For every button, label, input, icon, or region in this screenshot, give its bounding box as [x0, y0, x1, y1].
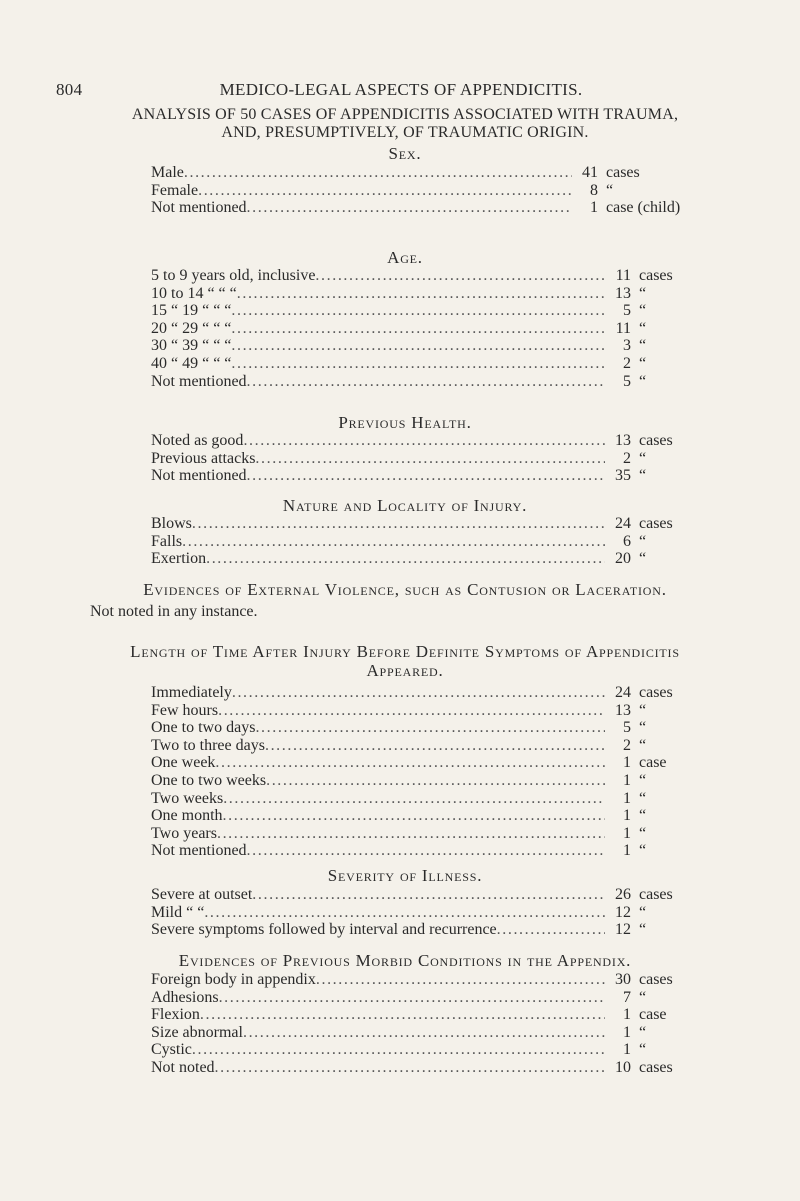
- row-label: Few hours: [151, 701, 219, 719]
- row-label: Severe at outset: [151, 886, 253, 903]
- row-label: Blows: [151, 515, 192, 532]
- row-count: 10: [615, 1058, 631, 1076]
- leader-dots: [204, 904, 605, 922]
- title-line-1: ANALYSIS OF 50 CASES OF APPENDICITIS ASSOCIATED WITH TRAUMA,: [131, 106, 679, 123]
- leader-dots: [206, 550, 605, 568]
- row-unit: cases: [639, 267, 673, 284]
- leader-dots: [237, 285, 605, 303]
- row-unit: cases: [639, 971, 673, 988]
- row-count: 5: [623, 302, 631, 320]
- row-count: 35: [615, 467, 631, 485]
- row-label: Previous attacks: [151, 449, 256, 467]
- leader-dots: [497, 921, 605, 939]
- row-count: 1: [623, 807, 631, 825]
- leader-dots: [231, 355, 605, 373]
- row-count: 13: [615, 701, 631, 719]
- injury-table: [151, 515, 731, 568]
- row-count: 26: [615, 886, 631, 903]
- row-label: Not mentioned: [151, 467, 247, 485]
- leader-dots: [247, 842, 605, 860]
- row-unit: “: [639, 807, 647, 825]
- row-label: Size abnormal: [151, 1023, 243, 1041]
- row-count: 7: [623, 988, 631, 1006]
- injury-heading: Nature and Locality of Injury.: [282, 496, 528, 515]
- row-unit: “: [639, 532, 647, 550]
- row-unit: case (child): [606, 199, 681, 217]
- table-row: [151, 971, 731, 989]
- row-count: 1: [623, 789, 631, 807]
- row-count: 12: [615, 921, 631, 939]
- row-label: 40 “ 49 “ “ “: [151, 354, 232, 372]
- row-unit: cases: [639, 1058, 673, 1076]
- severity-table: [151, 886, 731, 939]
- row-unit: cases: [639, 515, 673, 532]
- leader-dots: [252, 886, 605, 904]
- row-count: 2: [623, 736, 631, 754]
- table-row: [151, 550, 731, 568]
- row-unit: “: [639, 449, 647, 467]
- row-count: 1: [590, 199, 598, 217]
- row-unit: “: [639, 319, 647, 337]
- table-row: [151, 432, 731, 450]
- row-label: Foreign body in appendix: [151, 971, 316, 988]
- leader-dots: [223, 807, 605, 825]
- table-row: [151, 1024, 731, 1042]
- leader-dots: [184, 164, 572, 182]
- table-row: [151, 702, 731, 720]
- severity-heading: Severity of Illness.: [327, 866, 483, 885]
- table-row: [151, 164, 731, 182]
- row-label: Not mentioned: [151, 842, 247, 860]
- row-count: 11: [615, 267, 631, 284]
- row-unit: “: [639, 842, 647, 860]
- leader-dots: [219, 989, 605, 1007]
- row-count: 20: [615, 550, 631, 568]
- document-title: [60, 106, 750, 142]
- table-row: [151, 737, 731, 755]
- table-row: [151, 1059, 731, 1077]
- row-unit: “: [639, 771, 647, 789]
- row-unit: “: [639, 302, 647, 320]
- leader-dots: [266, 772, 605, 790]
- row-unit: cases: [606, 164, 640, 181]
- row-label: Not mentioned: [151, 199, 247, 217]
- row-unit: “: [639, 789, 647, 807]
- leader-dots: [217, 825, 605, 843]
- leader-dots: [232, 684, 605, 702]
- row-unit: “: [639, 467, 647, 485]
- row-label: One to two weeks: [151, 771, 267, 789]
- leader-dots: [231, 302, 605, 320]
- title-line-2: AND, PRESUMPTIVELY, OF TRAUMATIC ORIGIN.: [221, 124, 589, 141]
- leader-dots: [247, 373, 605, 391]
- time-heading: [60, 642, 750, 680]
- row-unit: “: [639, 719, 647, 737]
- leader-dots: [247, 199, 572, 217]
- row-label: Severe symptoms followed by interval and recurrence: [151, 921, 497, 939]
- table-row: [151, 1006, 731, 1024]
- leader-dots: [316, 971, 605, 989]
- age-table: [151, 267, 731, 390]
- table-row: [151, 373, 731, 391]
- row-count: 1: [623, 1023, 631, 1041]
- leader-dots: [192, 515, 605, 533]
- row-count: 3: [623, 337, 631, 355]
- row-label: One month: [151, 807, 223, 825]
- row-label: Two to three days: [151, 736, 265, 754]
- row-unit: case: [639, 754, 667, 772]
- leader-dots: [200, 1006, 605, 1024]
- table-row: [151, 199, 731, 217]
- table-row: [151, 182, 731, 200]
- morbid-table: [151, 971, 731, 1077]
- sex-table: [151, 164, 731, 217]
- row-label: Two years: [151, 824, 217, 842]
- row-unit: “: [639, 1041, 647, 1059]
- leader-dots: [247, 467, 605, 485]
- row-label: Adhesions: [151, 988, 219, 1006]
- row-count: 1: [623, 1006, 631, 1024]
- row-label: 5 to 9 years old, inclusive: [151, 267, 316, 284]
- row-unit: case: [639, 1006, 667, 1024]
- leader-dots: [215, 1059, 605, 1077]
- row-unit: “: [639, 1023, 647, 1041]
- leader-dots: [182, 533, 605, 551]
- leader-dots: [243, 432, 605, 450]
- row-count: 13: [615, 432, 631, 449]
- row-count: 1: [623, 824, 631, 842]
- row-label: 15 “ 19 “ “ “: [151, 302, 232, 320]
- row-count: 8: [590, 181, 598, 199]
- row-label: Exertion: [151, 550, 207, 568]
- age-heading: Age.: [387, 248, 423, 267]
- row-label: Female: [151, 181, 199, 199]
- violence-note: Not noted in any instance.: [90, 603, 258, 620]
- row-unit: cases: [639, 684, 673, 701]
- leader-dots: [231, 320, 605, 338]
- row-count: 6: [623, 532, 631, 550]
- leader-dots: [243, 1024, 605, 1042]
- row-unit: cases: [639, 886, 673, 903]
- row-count: 1: [623, 754, 631, 772]
- health-table: [151, 432, 731, 485]
- table-row: [151, 754, 731, 772]
- row-label: Two weeks: [151, 789, 224, 807]
- row-unit: “: [639, 372, 647, 390]
- running-head: MEDICO-LEGAL ASPECTS OF APPENDICITIS.: [219, 80, 583, 99]
- row-unit: “: [639, 354, 647, 372]
- table-row: [151, 285, 731, 303]
- table-row: [151, 450, 731, 468]
- table-row: [151, 989, 731, 1007]
- table-row: [151, 921, 731, 939]
- table-row: [151, 684, 731, 702]
- table-row: [151, 719, 731, 737]
- row-count: 30: [615, 971, 631, 988]
- row-label: 10 to 14 “ “ “: [151, 284, 237, 302]
- row-count: 2: [623, 449, 631, 467]
- table-row: [151, 320, 731, 338]
- leader-dots: [265, 737, 605, 755]
- table-row: [151, 515, 731, 533]
- row-unit: “: [639, 988, 647, 1006]
- violence-heading: Evidences of External Violence, such as Contusion or Laceration.: [143, 580, 667, 599]
- leader-dots: [192, 1041, 605, 1059]
- table-row: [151, 302, 731, 320]
- row-count: 1: [623, 1041, 631, 1059]
- table-row: [151, 904, 731, 922]
- table-row: [151, 790, 731, 808]
- leader-dots: [315, 267, 605, 285]
- leader-dots: [255, 450, 605, 468]
- leader-dots: [223, 790, 605, 808]
- time-heading-line-1: Length of Time After Injury Before Definite Symptoms of Appendicitis: [130, 642, 680, 661]
- table-row: [151, 1041, 731, 1059]
- table-row: [151, 842, 731, 860]
- sex-heading: Sex.: [388, 144, 422, 163]
- row-count: 2: [623, 354, 631, 372]
- page-number: 804: [56, 80, 83, 99]
- table-row: [151, 267, 731, 285]
- row-count: 12: [615, 903, 631, 921]
- row-unit: cases: [639, 432, 673, 449]
- table-row: [151, 355, 731, 373]
- table-row: [151, 337, 731, 355]
- row-unit: “: [639, 921, 647, 939]
- row-unit: “: [606, 181, 614, 199]
- row-label: One week: [151, 754, 216, 772]
- time-heading-line-2: Appeared.: [366, 661, 444, 680]
- row-label: Mild “ “: [151, 903, 205, 921]
- row-label: Not mentioned: [151, 372, 247, 390]
- row-count: 24: [615, 684, 631, 701]
- row-count: 5: [623, 372, 631, 390]
- row-label: Flexion: [151, 1006, 200, 1024]
- row-label: Noted as good: [151, 432, 244, 449]
- row-unit: “: [639, 550, 647, 568]
- row-label: Male: [151, 164, 184, 181]
- time-table: [151, 684, 731, 860]
- row-count: 41: [582, 164, 598, 181]
- row-label: 20 “ 29 “ “ “: [151, 319, 232, 337]
- row-unit: “: [639, 284, 647, 302]
- leader-dots: [215, 754, 605, 772]
- table-row: [151, 807, 731, 825]
- leader-dots: [255, 719, 605, 737]
- row-label: One to two days: [151, 719, 256, 737]
- row-label: 30 “ 39 “ “ “: [151, 337, 232, 355]
- row-unit: “: [639, 903, 647, 921]
- row-unit: “: [639, 701, 647, 719]
- row-label: Cystic: [151, 1041, 192, 1059]
- row-label: Immediately: [151, 684, 232, 701]
- table-row: [151, 825, 731, 843]
- row-label: Not noted: [151, 1058, 215, 1076]
- row-label: Falls: [151, 532, 183, 550]
- leader-dots: [218, 702, 605, 720]
- row-unit: “: [639, 736, 647, 754]
- row-count: 11: [615, 319, 631, 337]
- row-count: 1: [623, 842, 631, 860]
- leader-dots: [198, 182, 572, 200]
- row-unit: “: [639, 824, 647, 842]
- row-count: 5: [623, 719, 631, 737]
- table-row: [151, 886, 731, 904]
- row-count: 1: [623, 771, 631, 789]
- row-count: 24: [615, 515, 631, 532]
- row-unit: “: [639, 337, 647, 355]
- health-heading: Previous Health.: [338, 413, 472, 432]
- row-count: 13: [615, 284, 631, 302]
- leader-dots: [231, 337, 605, 355]
- table-row: [151, 533, 731, 551]
- morbid-heading: Evidences of Previous Morbid Conditions in the Appendix.: [178, 951, 632, 970]
- table-row: [151, 467, 731, 485]
- table-row: [151, 772, 731, 790]
